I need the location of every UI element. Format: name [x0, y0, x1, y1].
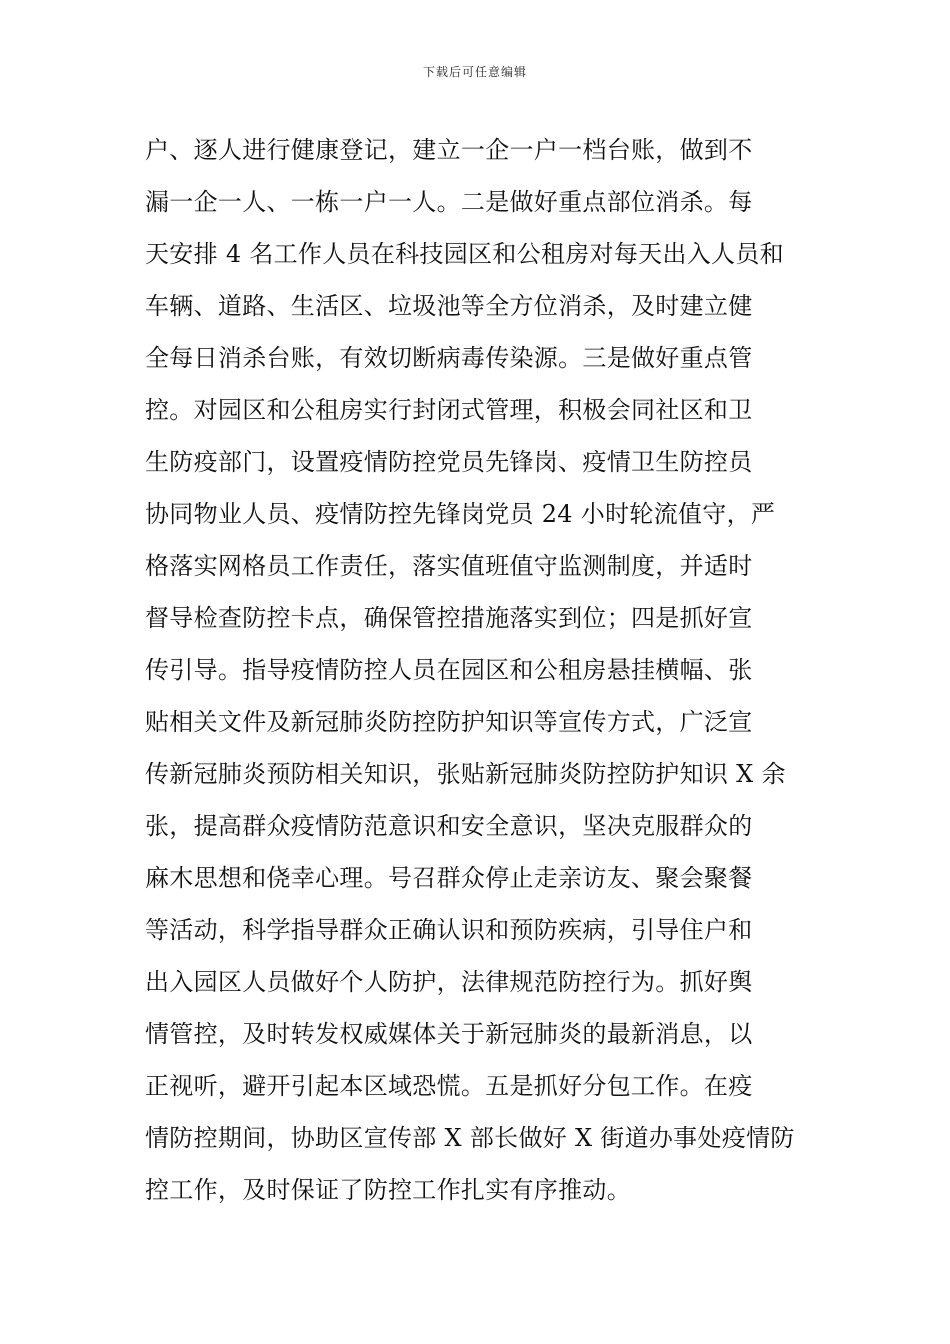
text-line: 全每日消杀台账，有效切断病毒传染源。三是做好重点管	[145, 344, 753, 372]
text-line: 传引导。指导疫情防控人员在园区和公租房悬挂横幅、张	[145, 656, 753, 684]
text-line: 控工作，及时保证了防控工作扎实有序推动。	[145, 1176, 631, 1204]
text-line: 正视听，避开引起本区域恐慌。五是抓好分包工作。在疫	[145, 1072, 753, 1100]
text-line: 天安排 4 名工作人员在科技园区和公租房对每天出入人员和	[145, 240, 784, 268]
text-line: 户、逐人进行健康登记，建立一企一户一档台账，做到不	[145, 136, 753, 164]
text-line: 生防疫部门，设置疫情防控党员先锋岗、疫情卫生防控员	[145, 448, 753, 476]
text-line: 情防控期间，协助区宣传部 X 部长做好 X 街道办事处疫情防	[145, 1124, 795, 1152]
text-line: 车辆、道路、生活区、垃圾池等全方位消杀，及时建立健	[145, 292, 753, 320]
text-line: 督导检查防控卡点，确保管控措施落实到位；四是抓好宣	[145, 604, 753, 632]
text-line: 等活动，科学指导群众正确认识和预防疾病，引导住户和	[145, 916, 753, 944]
text-line: 格落实网格员工作责任，落实值班值守监测制度，并适时	[145, 552, 753, 580]
text-line: 出入园区人员做好个人防护，法律规范防控行为。抓好舆	[145, 968, 753, 996]
text-line: 贴相关文件及新冠肺炎防控防护知识等宣传方式，广泛宣	[145, 708, 753, 736]
text-line: 协同物业人员、疫情防控先锋岗党员 24 小时轮流值守，严	[145, 500, 776, 528]
body-paragraph	[145, 124, 825, 1216]
text-line: 张，提高群众疫情防范意识和安全意识，坚决克服群众的	[145, 812, 753, 840]
text-line: 情管控，及时转发权威媒体关于新冠肺炎的最新消息，以	[145, 1020, 753, 1048]
page-header: 下载后可任意编辑	[422, 65, 527, 79]
text-line: 麻木思想和侥幸心理。号召群众停止走亲访友、聚会聚餐	[145, 864, 753, 892]
text-line: 控。对园区和公租房实行封闭式管理，积极会同社区和卫	[145, 396, 753, 424]
text-line: 漏一企一人、一栋一户一人。二是做好重点部位消杀。每	[145, 188, 753, 216]
text-line: 传新冠肺炎预防相关知识，张贴新冠肺炎防控防护知识 X 余	[145, 760, 786, 788]
